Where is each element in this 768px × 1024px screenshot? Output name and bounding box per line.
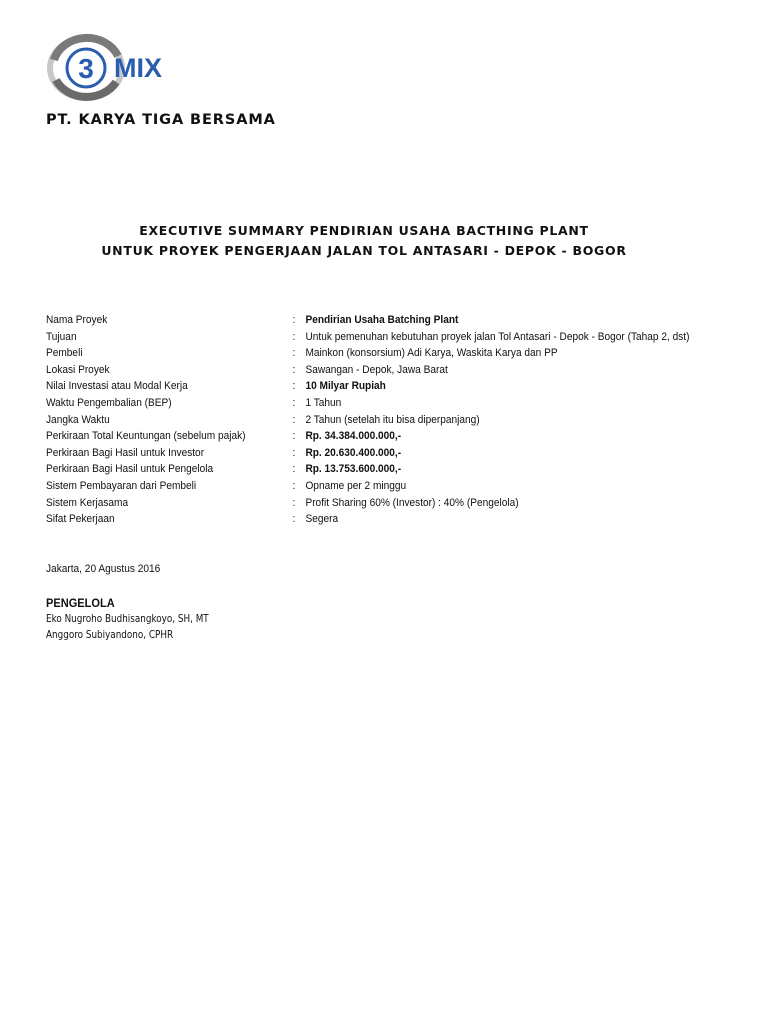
summary-colon: : — [292, 463, 296, 476]
summary-label: Lokasi Proyek — [46, 363, 110, 376]
company-name: PT. KARYA TIGA BERSAMA — [46, 112, 276, 128]
summary-label: Waktu Pengembalian (BEP) — [46, 396, 172, 409]
document-title-line-1: EXECUTIVE SUMMARY PENDIRIAN USAHA BACTHING PLANT — [139, 223, 589, 238]
svg-text:3: 3 — [78, 53, 94, 84]
summary-value: Opname per 2 minggu — [305, 479, 407, 492]
summary-value: 1 Tahun — [305, 396, 342, 409]
summary-value: Untuk pemenuhan kebutuhan proyek jalan Tol Antasari - Depok - Bogor (Tahap 2, dst) — [305, 330, 690, 343]
summary-label: Nilai Investasi atau Modal Kerja — [46, 380, 188, 393]
summary-value: Rp. 20.630.400.000,- — [305, 446, 402, 459]
summary-value: Pendirian Usaha Batching Plant — [305, 314, 459, 326]
summary-label: Perkiraan Bagi Hasil untuk Investor — [46, 446, 205, 459]
summary-value: Sawangan - Depok, Jawa Barat — [305, 363, 448, 376]
summary-value: 2 Tahun (setelah itu bisa diperpanjang) — [305, 413, 480, 426]
summary-colon: : — [292, 479, 296, 492]
svg-text:MIX: MIX — [114, 53, 163, 83]
summary-label: Perkiraan Total Keuntungan (sebelum pajak) — [46, 430, 246, 443]
summary-value: Mainkon (konsorsium) Adi Karya, Waskita Karya dan PP — [305, 347, 558, 360]
document-date: Jakarta, 20 Agustus 2016 — [46, 563, 161, 575]
summary-colon: : — [292, 430, 296, 443]
summary-label: Sistem Pembayaran dari Pembeli — [46, 479, 197, 492]
summary-colon: : — [292, 413, 296, 426]
document-title-line-2: UNTUK PROYEK PENGERJAAN JALAN TOL ANTASARI - DEPOK - BOGOR — [101, 243, 627, 258]
summary-colon: : — [292, 330, 296, 343]
pengelola-name-2: Anggoro Subiyandono, CPHR — [46, 629, 174, 641]
summary-colon: : — [292, 496, 296, 509]
summary-label: Tujuan — [46, 330, 77, 343]
summary-colon: : — [292, 446, 296, 459]
summary-value: Profit Sharing 60% (Investor) : 40% (Pengelola) — [305, 496, 519, 509]
summary-label: Jangka Waktu — [46, 413, 110, 426]
summary-colon: : — [292, 363, 296, 376]
summary-label: Sistem Kerjasama — [46, 496, 129, 509]
summary-label: Pembeli — [46, 347, 83, 360]
pengelola-name-1: Eko Nugroho Budhisangkoyo, SH, MT — [46, 613, 209, 625]
summary-label: Nama Proyek — [46, 314, 108, 326]
summary-colon: : — [292, 314, 296, 326]
summary-colon: : — [292, 396, 296, 409]
summary-colon: : — [292, 380, 296, 393]
summary-label: Perkiraan Bagi Hasil untuk Pengelola — [46, 463, 214, 476]
summary-colon: : — [292, 347, 296, 360]
pengelola-heading: PENGELOLA — [46, 596, 115, 610]
summary-value: 10 Milyar Rupiah — [305, 380, 386, 393]
summary-value: Segera — [305, 513, 339, 526]
summary-label: Sifat Pekerjaan — [46, 513, 115, 526]
summary-colon: : — [292, 513, 296, 526]
company-logo — [46, 28, 186, 112]
summary-value: Rp. 34.384.000.000,- — [305, 430, 402, 443]
summary-value: Rp. 13.753.600.000,- — [305, 463, 402, 476]
